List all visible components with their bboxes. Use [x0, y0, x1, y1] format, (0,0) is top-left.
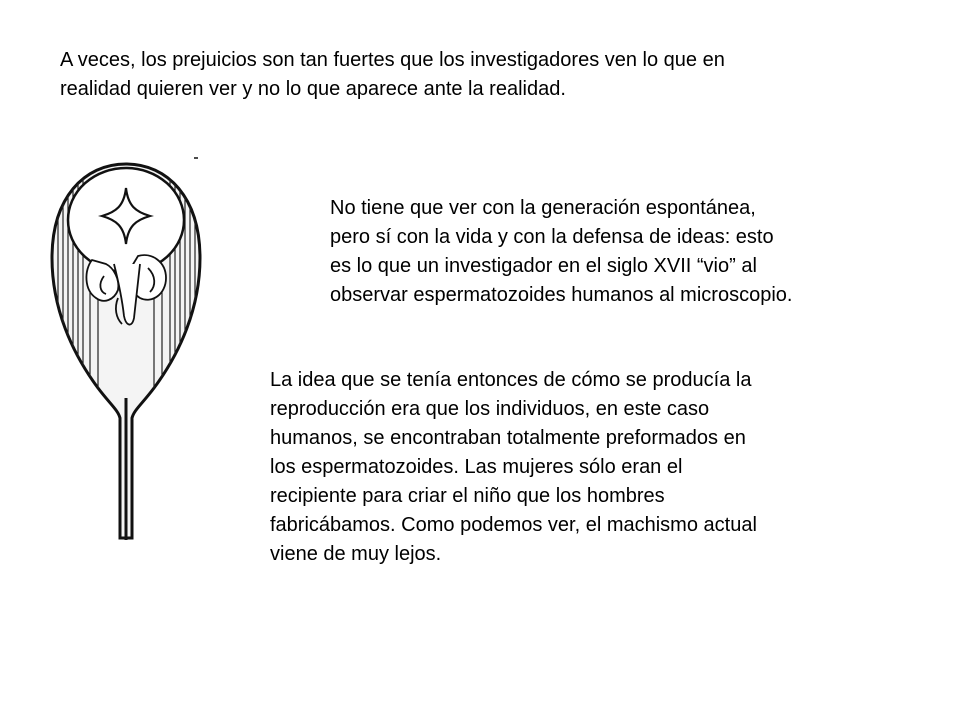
- bottom-line: fabricábamos. Como podemos ver, el machismo actual: [270, 514, 757, 536]
- middle-line: observar espermatozoides humanos al microscopio.: [330, 284, 793, 306]
- bottom-line: viene de muy lejos.: [270, 543, 442, 565]
- intro-line: A veces, los prejuicios son tan fuertes que los investigadores ven lo que en: [60, 49, 725, 71]
- middle-line: No tiene que ver con la generación espontánea,: [330, 197, 756, 219]
- bottom-line: humanos, se encontraban totalmente preformados en: [270, 427, 746, 449]
- intro-paragraph: [60, 46, 725, 104]
- bottom-line: recipiente para criar el niño que los hombres: [270, 485, 665, 507]
- bottom-line: reproducción era que los individuos, en este caso: [270, 398, 710, 420]
- homunculus-illustration-icon: [48, 148, 216, 544]
- intro-line: realidad quieren ver y no lo que aparece ante la realidad.: [60, 78, 566, 100]
- middle-line: pero sí con la vida y con la defensa de ideas: esto: [330, 226, 774, 248]
- middle-line: es lo que un investigador en el siglo XVII “vio” al: [330, 255, 757, 277]
- middle-paragraph: [330, 194, 792, 310]
- bottom-line: los espermatozoides. Las mujeres sólo eran el: [270, 456, 683, 478]
- inner-bubble: [68, 168, 184, 272]
- bottom-paragraph: [270, 366, 757, 569]
- bottom-line: La idea que se tenía entonces de cómo se producía la: [270, 369, 752, 391]
